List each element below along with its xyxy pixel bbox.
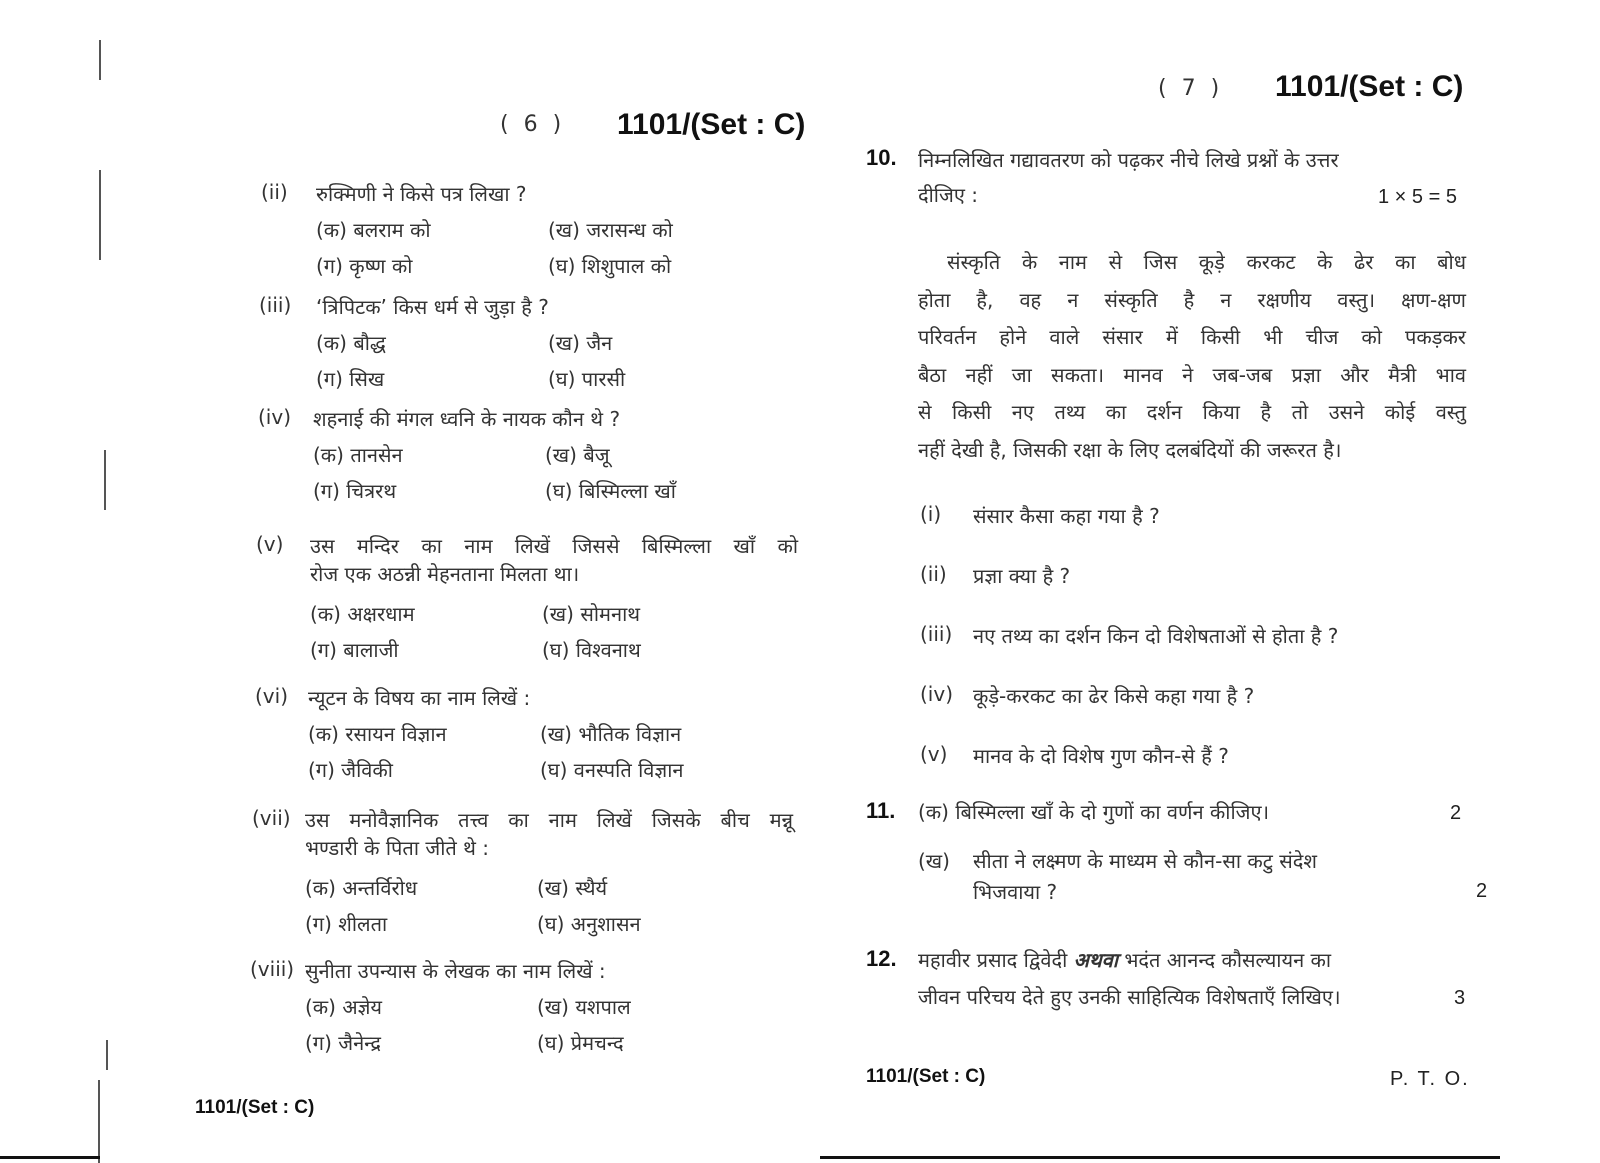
option-item: (क) बलराम को [316,218,431,242]
question-text: न्यूटन के विषय का नाम लिखें : [308,686,531,710]
question-text: शहनाई की मंगल ध्वनि के नायक कौन थे ? [313,407,621,431]
option-item: (ख) सोमनाथ [542,602,641,626]
marks: 2 [1450,802,1462,824]
q12-name-a: महावीर प्रसाद द्विवेदी [918,948,1068,972]
question-text: दीजिए : [918,183,978,207]
question-text: रुक्मिणी ने किसे पत्र लिखा ? [316,182,527,206]
sub-question-number: (ii) [920,562,947,586]
question-number: 11. [866,798,896,823]
set-code: 1101/(Set : C) [1275,70,1464,103]
marks: 3 [1454,987,1466,1009]
passage-line: होता है, वह न संस्कृति है न रक्षणीय वस्तु। क्षण-क्षण [918,287,1466,312]
question-text: जीवन परिचय देते हुए उनकी साहित्यिक विशेषताएँ लिखिए। [918,985,1341,1009]
sub-question-text: प्रज्ञा क्या है ? [973,564,1071,588]
scan-margin-line [106,1040,108,1070]
option-item: (ग) कृष्ण को [316,254,413,278]
option-item: (ख) जैन [548,331,613,355]
scan-margin-line [99,40,101,80]
question-number: (vii) [252,806,291,830]
question-number: (vi) [255,684,288,708]
option-item: (क) अन्तर्विरोध [305,876,418,900]
footer-code: 1101/(Set : C) [866,1066,986,1087]
question-number: (iv) [258,405,291,429]
marks: 2 [1476,880,1488,902]
question-number: (viii) [250,957,295,981]
option-item: (ख) भौतिक विज्ञान [540,722,682,746]
question-number: 12. [866,946,897,971]
passage-line: से किसी नए तथ्य का दर्शन किया है तो उसने कोई वस्तु [918,400,1466,424]
option-item: (ग) बालाजी [310,638,399,662]
option-item: (घ) वनस्पति विज्ञान [540,758,684,782]
question-text: भिजवाया ? [973,880,1058,904]
question-text: सीता ने लक्ष्मण के माध्यम से कौन-सा कटु संदेश [973,849,1317,873]
question-number: (v) [256,532,284,556]
option-item: (ख) बैजू [545,443,610,467]
option-item: (ख) यशपाल [537,995,631,1019]
option-item: (क) तानसेन [313,443,403,467]
set-code: 1101/(Set : C) [617,108,806,141]
option-item: (ग) चित्ररथ [313,479,397,503]
footer-code: 1101/(Set : C) [195,1097,315,1118]
option-item: (क) अक्षरधाम [310,602,415,626]
sub-question-text: नए तथ्य का दर्शन किन दो विशेषताओं से होता है ? [973,624,1339,648]
question-text: सुनीता उपन्यास के लेखक का नाम लिखें : [305,959,606,983]
option-item: (ग) शीलता [305,912,388,936]
option-item: (घ) पारसी [548,367,626,391]
question-number: (iii) [259,293,292,317]
option-item: (ग) सिख [316,367,385,391]
page-number: ( 6 ) [500,112,566,137]
option-item: (क) अज्ञेय [305,995,383,1019]
sub-question-text: मानव के दो विशेष गुण कौन-से हैं ? [973,744,1229,768]
question-text: ‘त्रिपिटक’ किस धर्म से जुड़ा है ? [316,295,549,319]
scan-bottom-edge [820,1156,1500,1159]
option-item: (ग) जैनेन्द्र [305,1031,381,1055]
question-text [918,946,1331,973]
question-text: उस मनोवैज्ञानिक तत्त्व का नाम लिखें जिसके बीच मन्नू [305,808,793,832]
option-item: (ग) जैविकी [308,758,393,782]
q12-name-b: भदंत आनन्द कौसल्यायन का [1124,948,1332,972]
pto: P. T. O. [1390,1068,1470,1090]
scan-margin-line [99,170,101,260]
q12-or: अथवा [1073,948,1118,972]
question-text: (क) बिस्मिल्ला खाँ के दो गुणों का वर्णन कीजिए। [918,800,1270,824]
passage-line: संस्कृति के नाम से जिस कूड़े करकट के ढेर का बोध [947,250,1466,274]
scan-bottom-edge [0,1156,100,1159]
sub-question-number: (iii) [920,622,953,646]
passage-line: नहीं देखी है, जिसकी रक्षा के लिए दलबंदियों की जरूरत है। [918,437,1342,462]
sub-question-number: (iv) [920,682,953,706]
sub-question-text: कूड़े-करकट का ढेर किसे कहा गया है ? [973,684,1255,708]
option-item: (क) रसायन विज्ञान [308,722,447,746]
option-item: (घ) अनुशासन [537,912,641,936]
marks: 1 × 5 = 5 [1378,186,1457,208]
option-item: (क) बौद्ध [316,331,386,355]
passage-line: बैठा नहीं जा सकता। मानव ने जब-जब प्रज्ञा और मैत्री भाव [918,362,1466,387]
scan-margin-line [98,1080,100,1163]
question-text: उस मन्दिर का नाम लिखें जिससे बिस्मिल्ला खाँ को [310,534,798,558]
sub-question-number: (v) [920,742,948,766]
question-number: 10. [866,145,897,170]
option-label: (ख) [918,849,950,873]
question-text: भण्डारी के पिता जीते थे : [305,836,490,860]
page-number: ( 7 ) [1158,76,1224,101]
option-item: (घ) शिशुपाल को [548,254,672,278]
question-text: रोज एक अठन्नी मेहनताना मिलता था। [310,562,580,586]
option-item: (घ) बिस्मिल्ला खाँ [545,479,676,503]
question-number: (ii) [261,180,288,204]
option-item: (घ) विश्वनाथ [542,638,641,662]
passage-line: परिवर्तन होने वाले संसार में किसी भी चीज को पकड़कर [918,325,1466,349]
option-item: (ख) स्थैर्य [537,876,608,900]
question-text: निम्नलिखित गद्यावतरण को पढ़कर नीचे लिखे प्रश्नों के उत्तर [918,148,1339,172]
option-item: (घ) प्रेमचन्द [537,1031,624,1055]
option-item: (ख) जरासन्ध को [548,218,673,242]
sub-question-number: (i) [920,502,942,526]
scan-margin-line [104,450,106,510]
sub-question-text: संसार कैसा कहा गया है ? [973,504,1160,528]
